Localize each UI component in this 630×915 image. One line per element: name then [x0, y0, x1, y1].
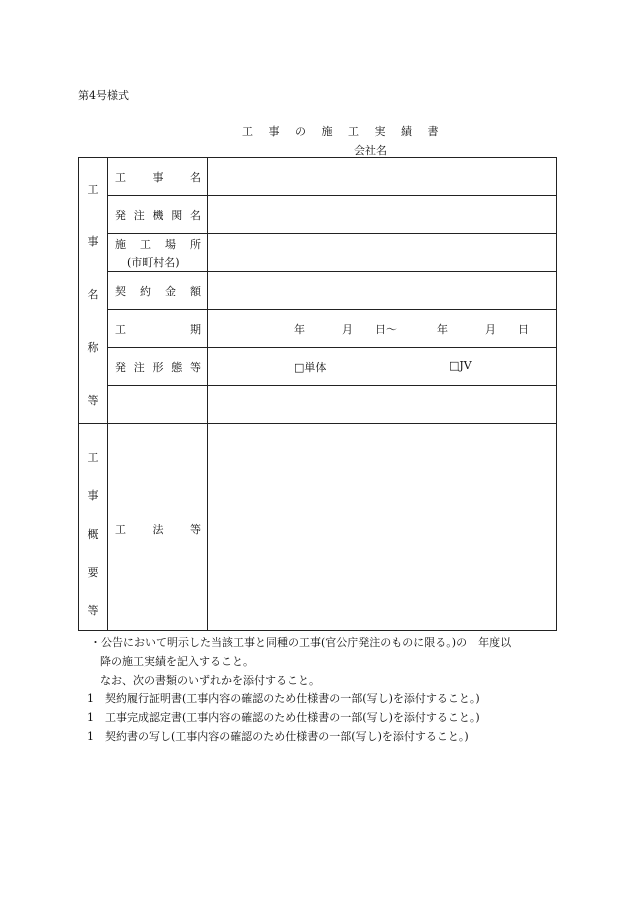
contract-amount-label [108, 283, 207, 299]
vertical-char: 工 [87, 182, 99, 196]
method-value-field[interactable] [208, 424, 557, 631]
vertical-char: 称 [87, 340, 99, 354]
label-char: 発 [115, 208, 126, 222]
note-line: 降の施工実績を記入すること。 [100, 655, 254, 668]
label-cell-project-name [108, 158, 208, 196]
form-number: 第4号様式 [78, 89, 129, 102]
day-start-label: 日～ [375, 322, 397, 336]
vertical-char: 等 [87, 604, 99, 617]
vertical-char: 概 [87, 527, 99, 541]
table-row-contract-amount [79, 272, 557, 310]
period-label [108, 321, 207, 337]
label-char: 所 [190, 237, 201, 251]
vertical-char: 事 [87, 489, 99, 503]
ordering-agency-value-field[interactable] [208, 196, 557, 234]
attachment-number: 1 [87, 711, 94, 724]
label-char: 関 [171, 208, 183, 222]
label-char: 金 [165, 284, 176, 298]
label-char: 機 [152, 208, 164, 222]
ordering-agency-label [108, 207, 207, 223]
label-char: 場 [165, 237, 176, 251]
attachment-text: 契約書の写し(工事内容の確認のため仕様書の一部(写し)を添付すること。) [105, 730, 469, 743]
label-char: 事 [152, 170, 164, 184]
order-form-label [108, 359, 207, 375]
jv-checkbox[interactable]: □JV [449, 358, 472, 372]
company-name-label: 会社名 [354, 144, 387, 157]
attachment-item [87, 728, 469, 744]
vertical-char: 要 [87, 565, 99, 579]
contract-amount-value-field[interactable] [208, 272, 557, 310]
label-char: 法 [152, 523, 164, 536]
label-char: 注 [133, 360, 145, 374]
vertical-char: 名 [87, 288, 99, 301]
year-end-label: 年 [437, 322, 448, 336]
extra-value-field[interactable] [208, 386, 557, 424]
table-row-extra [79, 386, 557, 424]
attachment-number: 1 [87, 730, 94, 743]
location-value-field[interactable] [208, 234, 557, 272]
label-char: 態 [171, 360, 183, 374]
label-char: 等 [190, 360, 201, 374]
label-char: 額 [190, 284, 201, 298]
label-cell-method [108, 424, 208, 631]
section-label-project-name-cell [79, 158, 108, 424]
label-cell-ordering-agency [108, 196, 208, 234]
label-cell-contract-amount [108, 272, 208, 310]
table-row-project-name [79, 158, 557, 196]
project-name-value-field[interactable] [208, 158, 557, 196]
table-row-ordering-agency [79, 196, 557, 234]
table-row-period [79, 310, 557, 348]
label-cell-period [108, 310, 208, 348]
table-row-order-form [79, 348, 557, 386]
period-value-field[interactable] [208, 310, 557, 348]
order-form-value-cell [208, 348, 557, 386]
attachment-text: 契約履行証明書(工事内容の確認のため仕様書の一部(写し)を添付すること。) [105, 692, 480, 705]
method-label [108, 517, 207, 537]
label-char: 名 [190, 170, 201, 184]
label-cell-location [108, 234, 208, 272]
vertical-char: 工 [87, 451, 99, 464]
attachment-number: 1 [87, 692, 94, 705]
table-row-location [79, 234, 557, 272]
location-sub-label: (市町村名) [127, 255, 180, 269]
section-label-project-name [79, 159, 107, 423]
label-char: 約 [140, 284, 151, 298]
vertical-char: 等 [87, 393, 99, 407]
vertical-char: 事 [87, 235, 99, 249]
label-char: 等 [190, 523, 201, 536]
label-cell-order-form [108, 348, 208, 386]
order-form-options [208, 359, 556, 375]
label-char: 注 [133, 208, 145, 222]
label-char: 工 [140, 237, 151, 251]
note-line: ・公告において明示した当該工事と同種の工事(官公庁発注のものに限る。)の 年度以 [90, 636, 512, 649]
attachment-item [87, 690, 480, 706]
table-row-method [79, 424, 557, 631]
label-char: 工 [115, 322, 126, 336]
label-char: 施 [115, 237, 126, 251]
label-char: 発 [115, 360, 126, 374]
extra-label-field[interactable] [108, 386, 208, 424]
section-label-project-summary [79, 424, 107, 630]
notes-section [90, 633, 511, 690]
section-label-project-summary-cell [79, 424, 108, 631]
label-char: 工 [115, 523, 126, 536]
single-contractor-checkbox[interactable]: □単体 [294, 360, 327, 374]
attachment-text: 工事完成認定書(工事内容の確認のため仕様書の一部(写し)を添付すること。) [105, 711, 480, 724]
year-start-label: 年 [294, 322, 305, 336]
label-char: 名 [190, 208, 201, 222]
attachment-item [87, 709, 480, 725]
month-start-label: 月 [342, 322, 353, 336]
document-title: 工 事 の 施 工 実 績 書 [242, 125, 445, 138]
label-char: 工 [115, 170, 126, 184]
performance-table [78, 157, 557, 631]
day-end-label: 日 [518, 322, 529, 336]
label-char: 期 [190, 322, 201, 336]
label-char: 契 [115, 284, 126, 298]
location-label [108, 236, 207, 270]
month-end-label: 月 [485, 322, 496, 336]
label-char: 形 [152, 360, 164, 374]
note-line: なお、次の書類のいずれかを添付すること。 [100, 674, 320, 687]
project-name-label [108, 169, 207, 185]
period-date-range [208, 321, 556, 337]
